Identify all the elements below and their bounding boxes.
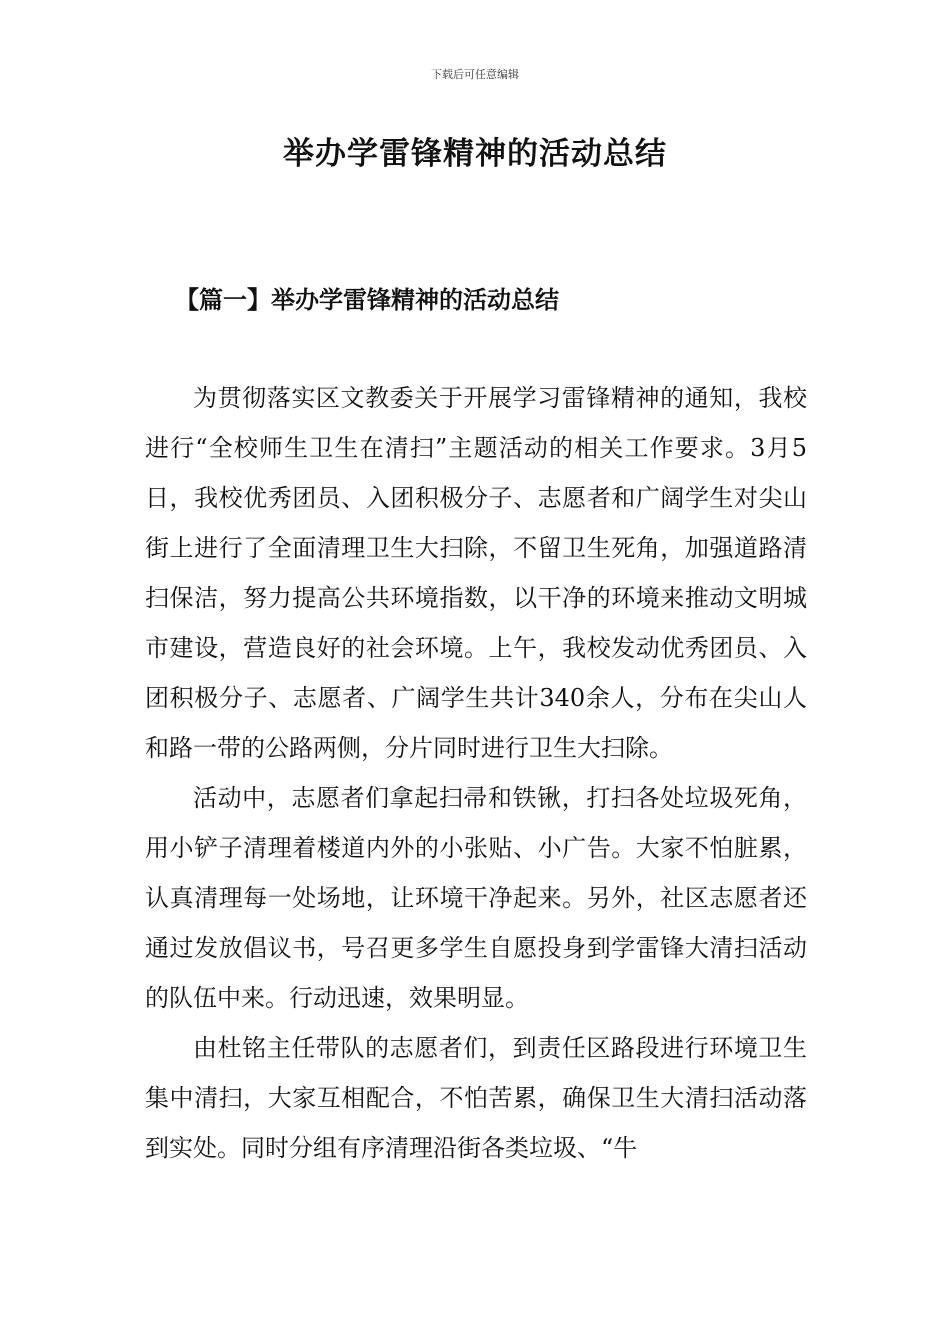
document-title: 举办学雷锋精神的活动总结	[283, 136, 667, 172]
paragraph-1: 为贯彻落实区文教委关于开展学习雷锋精神的通知，我校进行“全校师生卫生在清扫”主题活动的相关工作要求。3月5日，我校优秀团员、入团积极分子、志愿者和广阔学生对尖山街上进行了全面清理卫生大扫除，不留卫生死角，加强道路清扫保洁，努力提高公共环境指数，以干净的环境来推动文明城市建设，营造良好的社会环境。上午，我校发动优秀团员、入团积极分子、志愿者、广阔学生共计340余人，分布在尖山人和路一带的公路两侧，分片同时进行卫生大扫除。	[145, 384, 807, 762]
header-note: 下载后可任意编辑	[431, 68, 519, 81]
paragraph-3: 由杜铭主任带队的志愿者们，到责任区路段进行环境卫生集中清扫，大家互相配合，不怕苦累，确保卫生大清扫活动落到实处。同时分组有序清理沿街各类垃圾、“牛	[145, 1034, 807, 1162]
paragraph-2: 活动中，志愿者们拿起扫帚和铁锹，打扫各处垃圾死角，用小铲子清理着楼道内外的小张贴、小广告。大家不怕脏累，认真清理每一处场地，让环境干净起来。另外，社区志愿者还通过发放倡议书，号召更多学生自愿投身到学雷锋大清扫活动的队伍中来。行动迅速，效果明显。	[145, 784, 807, 1012]
body-text	[145, 373, 807, 1173]
section-heading: 【篇一】举办学雷锋精神的活动总结	[175, 285, 559, 314]
